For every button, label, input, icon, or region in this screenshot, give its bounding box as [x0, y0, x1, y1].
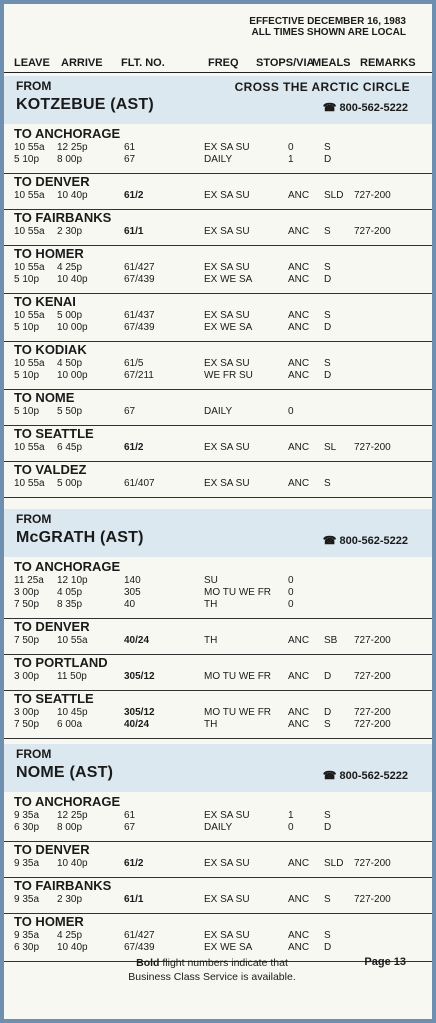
stops-via: ANC [288, 310, 310, 321]
frequency: EX WE SA [204, 322, 253, 333]
destination-block [4, 619, 432, 655]
meals: D [324, 942, 332, 953]
leave-time: 10 55a [14, 190, 45, 201]
leave-time: 7 50p [14, 635, 40, 646]
origin-city: McGRATH (AST) [16, 529, 144, 546]
leave-time: 9 35a [14, 930, 40, 941]
flight-number: 61/427 [124, 930, 155, 941]
destination-block [4, 691, 432, 739]
destination-name: TO PORTLAND [14, 655, 108, 670]
frequency: EX SA SU [204, 262, 250, 273]
destination-name: TO FAIRBANKS [14, 878, 112, 893]
frequency: EX SA SU [204, 190, 250, 201]
leave-time: 5 10p [14, 154, 40, 165]
frequency: TH [204, 599, 218, 610]
phone-number: 800-562-5222 [339, 102, 408, 114]
arrive-time: 8 00p [57, 154, 83, 165]
flight-row [4, 154, 432, 166]
frequency: TH [204, 635, 218, 646]
frequency: EX SA SU [204, 810, 250, 821]
meals: S [324, 310, 331, 321]
stops-via: ANC [288, 262, 310, 273]
flight-row [4, 707, 432, 719]
leave-time: 9 35a [14, 810, 40, 821]
arrive-time: 5 50p [57, 406, 83, 417]
effective-date: EFFECTIVE DECEMBER 16, 1983 [249, 16, 406, 27]
flight-number: 140 [124, 575, 141, 586]
meals: S [324, 226, 331, 237]
flight-row [4, 226, 432, 238]
flight-row [4, 822, 432, 834]
flight-row [4, 190, 432, 202]
page-number: Page 13 [364, 956, 406, 968]
origin-from-label: FROM [16, 79, 52, 93]
destination-block [4, 878, 432, 914]
arrive-time: 4 50p [57, 358, 83, 369]
flight-row [4, 358, 432, 370]
leave-time: 6 30p [14, 822, 40, 833]
frequency: WE FR SU [204, 370, 253, 381]
stops-via: ANC [288, 707, 310, 718]
flight-row [4, 599, 432, 611]
destination-name: TO SEATTLE [14, 426, 94, 441]
frequency: EX WE SA [204, 942, 253, 953]
flight-number: 305/12 [124, 671, 155, 682]
leave-time: 10 55a [14, 226, 45, 237]
flight-number: 67 [124, 822, 136, 833]
col-stops-via: STOPS/VIA [256, 57, 315, 69]
frequency: EX WE SA [204, 274, 253, 285]
flight-number: 61 [124, 810, 136, 821]
arrive-time: 10 40p [57, 274, 88, 285]
stops-via: ANC [288, 478, 310, 489]
arrive-time: 10 00p [57, 370, 88, 381]
destination-name: TO FAIRBANKS [14, 210, 112, 225]
arrive-time: 4 25p [57, 262, 83, 273]
leave-time: 10 55a [14, 142, 45, 153]
flight-number: 67/439 [124, 322, 155, 333]
flight-number: 61/407 [124, 478, 155, 489]
arrive-time: 11 50p [57, 671, 87, 682]
arrive-time: 10 55a [57, 635, 88, 646]
remarks: 727-200 [354, 894, 391, 905]
stops-via: ANC [288, 635, 310, 646]
arrive-time: 10 45p [57, 707, 88, 718]
stops-via: ANC [288, 226, 310, 237]
frequency: DAILY [204, 406, 233, 417]
col-arrive: ARRIVE [61, 57, 103, 69]
leave-time: 5 10p [14, 370, 40, 381]
flight-row [4, 719, 432, 731]
arrive-time: 4 05p [57, 587, 83, 598]
flight-row [4, 587, 432, 599]
flight-number: 305/12 [124, 707, 155, 718]
meals: S [324, 262, 331, 273]
flight-row [4, 575, 432, 587]
col-leave: LEAVE [14, 57, 50, 69]
stops-via: ANC [288, 894, 310, 905]
origin-header [4, 509, 432, 557]
stops-via: 1 [288, 154, 294, 165]
arrive-time: 2 30p [57, 894, 83, 905]
frequency: MO TU WE FR [204, 587, 272, 598]
leave-time: 3 00p [14, 707, 40, 718]
stops-via: ANC [288, 274, 310, 285]
frequency: EX SA SU [204, 930, 250, 941]
stops-via: ANC [288, 930, 310, 941]
meals: S [324, 810, 331, 821]
meals: S [324, 894, 331, 905]
origin-header [4, 76, 432, 124]
destination-name: TO KODIAK [14, 342, 87, 357]
flight-number: 305 [124, 587, 141, 598]
flight-number: 40/24 [124, 719, 150, 730]
flight-row [4, 930, 432, 942]
meals: S [324, 142, 331, 153]
meals: S [324, 478, 331, 489]
origin-city: KOTZEBUE (AST) [16, 96, 154, 113]
flight-number: 40 [124, 599, 136, 610]
destination-name: TO SEATTLE [14, 691, 94, 706]
frequency: EX SA SU [204, 142, 250, 153]
destination-block [4, 246, 432, 294]
frequency: EX SA SU [204, 442, 250, 453]
leave-time: 11 25a [14, 575, 44, 586]
frequency: EX SA SU [204, 478, 250, 489]
flight-number: 61/1 [124, 894, 144, 905]
arrive-time: 6 00a [57, 719, 83, 730]
meals: D [324, 671, 332, 682]
destination-block [4, 126, 432, 174]
phone-number: 800-562-5222 [339, 770, 408, 782]
leave-time: 10 55a [14, 478, 45, 489]
meals: D [324, 154, 332, 165]
flight-row [4, 442, 432, 454]
destination-block [4, 426, 432, 462]
flight-row [4, 942, 432, 954]
frequency: EX SA SU [204, 358, 250, 369]
flight-number: 61/1 [124, 226, 144, 237]
reservation-phone [323, 769, 408, 782]
destination-block [4, 294, 432, 342]
stops-via: ANC [288, 942, 310, 953]
destination-name: TO ANCHORAGE [14, 126, 121, 141]
arrive-time: 10 40p [57, 190, 88, 201]
destination-block [4, 462, 432, 498]
footnote [102, 956, 322, 984]
telephone-icon: ☎ [322, 102, 337, 114]
destination-name: TO HOMER [14, 914, 84, 929]
flight-number: 61/437 [124, 310, 155, 321]
stops-via: 0 [288, 406, 294, 417]
leave-time: 10 55a [14, 310, 45, 321]
origin-from-label: FROM [16, 747, 52, 761]
stops-via: 1 [288, 810, 294, 821]
local-times-note: ALL TIMES SHOWN ARE LOCAL [251, 27, 406, 38]
destination-block [4, 794, 432, 842]
destination-name: TO DENVER [14, 619, 90, 634]
flight-row [4, 370, 432, 382]
destination-name: TO KENAI [14, 294, 76, 309]
leave-time: 9 35a [14, 894, 40, 905]
flight-row [4, 858, 432, 870]
flight-number: 67 [124, 406, 136, 417]
arrive-time: 12 10p [57, 575, 88, 586]
meals: SL [324, 442, 337, 453]
col-frequency: FREQ [208, 57, 239, 69]
arrive-time: 4 25p [57, 930, 83, 941]
origin-slogan: CROSS THE ARCTIC CIRCLE [234, 80, 410, 94]
flight-number: 67/439 [124, 942, 155, 953]
arrive-time: 5 00p [57, 310, 83, 321]
destination-block [4, 174, 432, 210]
arrive-time: 12 25p [57, 810, 88, 821]
remarks: 727-200 [354, 635, 391, 646]
stops-via: ANC [288, 858, 310, 869]
footnote-bold: Bold [136, 957, 160, 969]
phone-number: 800-562-5222 [339, 535, 408, 547]
flight-row [4, 142, 432, 154]
flight-row [4, 322, 432, 334]
destination-block [4, 842, 432, 878]
flight-number: 40/24 [124, 635, 150, 646]
flight-number: 67/439 [124, 274, 155, 285]
arrive-time: 5 00p [57, 478, 83, 489]
remarks: 727-200 [354, 190, 391, 201]
stops-via: 0 [288, 587, 294, 598]
footnote-line2: Business Class Service is available. [128, 971, 296, 983]
leave-time: 5 10p [14, 406, 40, 417]
arrive-time: 10 40p [57, 858, 88, 869]
stops-via: ANC [288, 442, 310, 453]
leave-time: 3 00p [14, 587, 40, 598]
flight-number: 61/427 [124, 262, 155, 273]
leave-time: 10 55a [14, 262, 45, 273]
col-flight-number: FLT. NO. [121, 57, 165, 69]
footnote-line1: flight numbers indicate that [159, 957, 288, 969]
meals: S [324, 719, 331, 730]
arrive-time: 6 45p [57, 442, 83, 453]
meals: S [324, 358, 331, 369]
reservation-phone [323, 534, 408, 547]
frequency: SU [204, 575, 218, 586]
stops-via: 0 [288, 575, 294, 586]
leave-time: 10 55a [14, 442, 45, 453]
leave-time: 3 00p [14, 671, 40, 682]
origin-header [4, 744, 432, 792]
flight-number: 61/2 [124, 442, 144, 453]
stops-via: 0 [288, 822, 294, 833]
frequency: DAILY [204, 822, 233, 833]
meals: D [324, 274, 332, 285]
meals: D [324, 322, 332, 333]
flight-row [4, 406, 432, 418]
effective-notice [249, 16, 406, 38]
flight-row [4, 478, 432, 490]
arrive-time: 10 40p [57, 942, 88, 953]
origin-from-label: FROM [16, 512, 52, 526]
leave-time: 10 55a [14, 358, 45, 369]
meals: D [324, 707, 332, 718]
flight-number: 61/2 [124, 190, 144, 201]
flight-number: 61 [124, 142, 136, 153]
origin-city: NOME (AST) [16, 764, 114, 781]
frequency: DAILY [204, 154, 233, 165]
flight-row [4, 810, 432, 822]
telephone-icon: ☎ [322, 770, 337, 782]
col-remarks: REMARKS [360, 57, 416, 69]
meals: SLD [324, 190, 344, 201]
destination-block [4, 342, 432, 390]
col-meals: MEALS [312, 57, 351, 69]
meals: D [324, 822, 332, 833]
destination-name: TO DENVER [14, 174, 90, 189]
flight-number: 67 [124, 154, 136, 165]
leave-time: 5 10p [14, 322, 40, 333]
arrive-time: 8 00p [57, 822, 83, 833]
flight-row [4, 274, 432, 286]
column-headers [4, 54, 432, 73]
arrive-time: 2 30p [57, 226, 83, 237]
destination-name: TO DENVER [14, 842, 90, 857]
frequency: EX SA SU [204, 894, 250, 905]
timetable-page [4, 4, 432, 1019]
meals: D [324, 370, 332, 381]
destination-block [4, 655, 432, 691]
remarks: 727-200 [354, 719, 391, 730]
meals: SLD [324, 858, 344, 869]
flight-row [4, 671, 432, 683]
stops-via: ANC [288, 190, 310, 201]
stops-via: 0 [288, 142, 294, 153]
arrive-time: 12 25p [57, 142, 88, 153]
remarks: 727-200 [354, 707, 391, 718]
frequency: MO TU WE FR [204, 671, 272, 682]
flight-number: 61/5 [124, 358, 144, 369]
stops-via: ANC [288, 719, 310, 730]
frequency: TH [204, 719, 218, 730]
leave-time: 7 50p [14, 719, 40, 730]
destination-name: TO NOME [14, 390, 75, 405]
destination-block [4, 559, 432, 619]
destination-block [4, 390, 432, 426]
frequency: EX SA SU [204, 310, 250, 321]
leave-time: 9 35a [14, 858, 40, 869]
stops-via: ANC [288, 370, 310, 381]
remarks: 727-200 [354, 226, 391, 237]
destination-name: TO HOMER [14, 246, 84, 261]
telephone-icon: ☎ [322, 535, 337, 547]
destination-name: TO VALDEZ [14, 462, 87, 477]
meals: SB [324, 635, 338, 646]
flight-row [4, 894, 432, 906]
reservation-phone [323, 101, 408, 114]
meals: S [324, 930, 331, 941]
stops-via: ANC [288, 358, 310, 369]
flight-row [4, 310, 432, 322]
frequency: EX SA SU [204, 858, 250, 869]
arrive-time: 8 35p [57, 599, 83, 610]
destination-name: TO ANCHORAGE [14, 559, 121, 574]
leave-time: 7 50p [14, 599, 40, 610]
stops-via: ANC [288, 322, 310, 333]
flight-number: 67/211 [124, 370, 154, 381]
flight-row [4, 635, 432, 647]
remarks: 727-200 [354, 858, 391, 869]
frequency: EX SA SU [204, 226, 250, 237]
remarks: 727-200 [354, 442, 391, 453]
destination-name: TO ANCHORAGE [14, 794, 121, 809]
leave-time: 5 10p [14, 274, 40, 285]
stops-via: ANC [288, 671, 310, 682]
destination-block [4, 914, 432, 962]
frequency: MO TU WE FR [204, 707, 272, 718]
flight-number: 61/2 [124, 858, 144, 869]
arrive-time: 10 00p [57, 322, 88, 333]
remarks: 727-200 [354, 671, 391, 682]
flight-row [4, 262, 432, 274]
leave-time: 6 30p [14, 942, 40, 953]
destination-block [4, 210, 432, 246]
stops-via: 0 [288, 599, 294, 610]
